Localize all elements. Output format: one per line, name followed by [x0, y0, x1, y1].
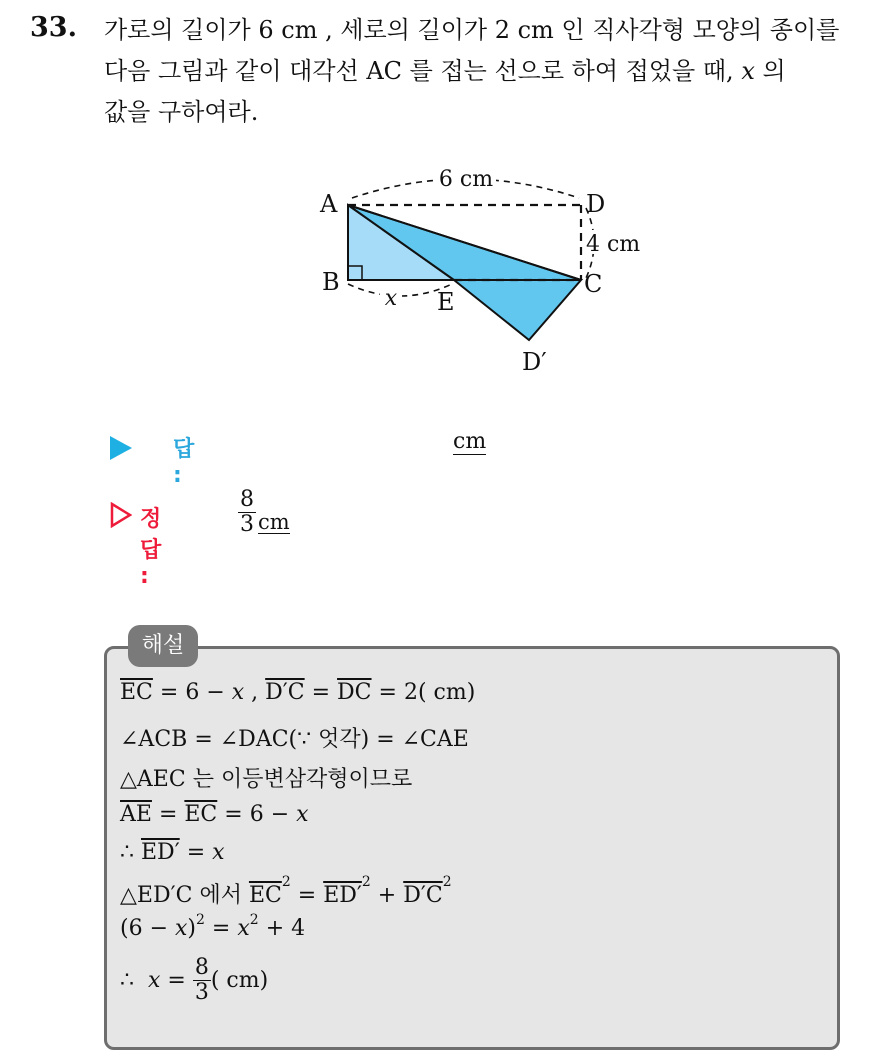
solution-line-7	[120, 912, 306, 941]
triangle-ed-prime-c	[454, 280, 581, 340]
solution-denominator: 3	[194, 980, 209, 1005]
exponent: 2	[249, 912, 259, 928]
text: ,	[244, 680, 266, 705]
question-var-x: x	[741, 57, 755, 85]
correct-answer-label: 정답 :	[140, 507, 162, 589]
seg-d-prime-c: D′C	[403, 883, 443, 908]
seg-d-prime-c: D′C	[265, 680, 305, 705]
seg-ed-prime: ED′	[323, 883, 362, 908]
question-text	[104, 10, 874, 133]
solution-line-5	[120, 840, 225, 865]
text: = 2( cm)	[371, 680, 476, 705]
point-a: A	[320, 190, 338, 218]
folded-rectangle-figure	[300, 150, 660, 390]
correct-answer-denominator: 3	[240, 512, 254, 537]
therefore-symbol: ∴	[120, 840, 141, 865]
correct-arrow-icon	[110, 502, 132, 528]
text: +	[370, 883, 404, 908]
answer-row	[110, 429, 487, 488]
text: =	[160, 968, 193, 993]
exponent: 2	[442, 874, 452, 890]
solution-fraction	[193, 956, 211, 1005]
seg-dc: $\overline{DC}$	[337, 680, 372, 705]
var-x: x	[231, 680, 245, 705]
var-x: x	[212, 840, 225, 865]
text: = 6 −	[217, 802, 297, 827]
text: =	[304, 680, 338, 705]
label-x: x	[384, 286, 398, 311]
text: ( cm)	[210, 968, 269, 993]
point-d-prime: D′	[522, 348, 547, 376]
seg-ec: $\overline{EC}$	[184, 802, 218, 827]
solution-line-8	[120, 956, 268, 1005]
seg-ed-prime: ED′	[141, 840, 180, 865]
exponent: 2	[361, 874, 371, 890]
var-x: x	[147, 968, 161, 993]
solution-line-2: ∠ACB = ∠DAC(∵ 엇각) = ∠CAE	[120, 727, 469, 752]
point-c: C	[584, 270, 603, 298]
text: =	[290, 883, 324, 908]
correct-answer-unit: cm	[258, 510, 290, 534]
exponent: 2	[196, 912, 205, 928]
answer-arrow-icon	[110, 436, 132, 460]
correct-answer-fraction	[238, 488, 256, 537]
answer-label: 답 :	[173, 437, 195, 488]
text: + 4	[258, 916, 306, 941]
seg-ec: $\overline{EC}$	[120, 680, 153, 705]
text: = 6 −	[152, 680, 232, 705]
text: =	[151, 802, 185, 827]
var-x: x	[237, 916, 250, 941]
exponent: 2	[281, 874, 291, 890]
solution-numerator: 8	[194, 955, 209, 980]
text: (6 −	[120, 916, 175, 941]
solution-tag: 해설	[128, 625, 198, 667]
question-line-1: 가로의 길이가 6 cm , 세로의 길이가 2 cm 인 직사각형 모양의 종이를	[104, 16, 840, 44]
label-height: 4 cm	[586, 232, 641, 257]
answer-unit: cm	[453, 429, 487, 454]
solution-line-1	[120, 680, 475, 705]
solution-line-3: △AEC 는 이등변삼각형이므로	[120, 767, 413, 792]
point-e: E	[437, 288, 455, 316]
label-width: 6 cm	[438, 167, 494, 192]
var-x: x	[296, 802, 309, 827]
question-line-2-b: 의	[762, 57, 786, 85]
text: =	[204, 916, 238, 941]
correct-answer-numerator: 8	[240, 487, 254, 512]
text: =	[179, 840, 213, 865]
correct-answer-value	[238, 488, 290, 537]
question-number: 33.	[30, 12, 77, 43]
var-x: x	[175, 916, 188, 941]
point-d: D	[586, 190, 606, 218]
question-line-2-a: 다음 그림과 같이 대각선 AC 를 접는 선으로 하여 접었을 때,	[104, 57, 734, 85]
solution-line-6	[120, 874, 452, 909]
solution-line-4	[120, 802, 309, 827]
text: △ED′C 에서	[120, 883, 249, 908]
question-line-3: 값을 구하여라.	[104, 98, 259, 126]
seg-ae: $\overline{AE}$	[120, 802, 152, 827]
therefore-symbol: ∴	[120, 968, 148, 993]
question-line-2	[104, 51, 874, 92]
text: )	[187, 916, 197, 941]
seg-ec: $\overline{EC}$	[248, 883, 282, 908]
point-b: B	[322, 268, 340, 296]
